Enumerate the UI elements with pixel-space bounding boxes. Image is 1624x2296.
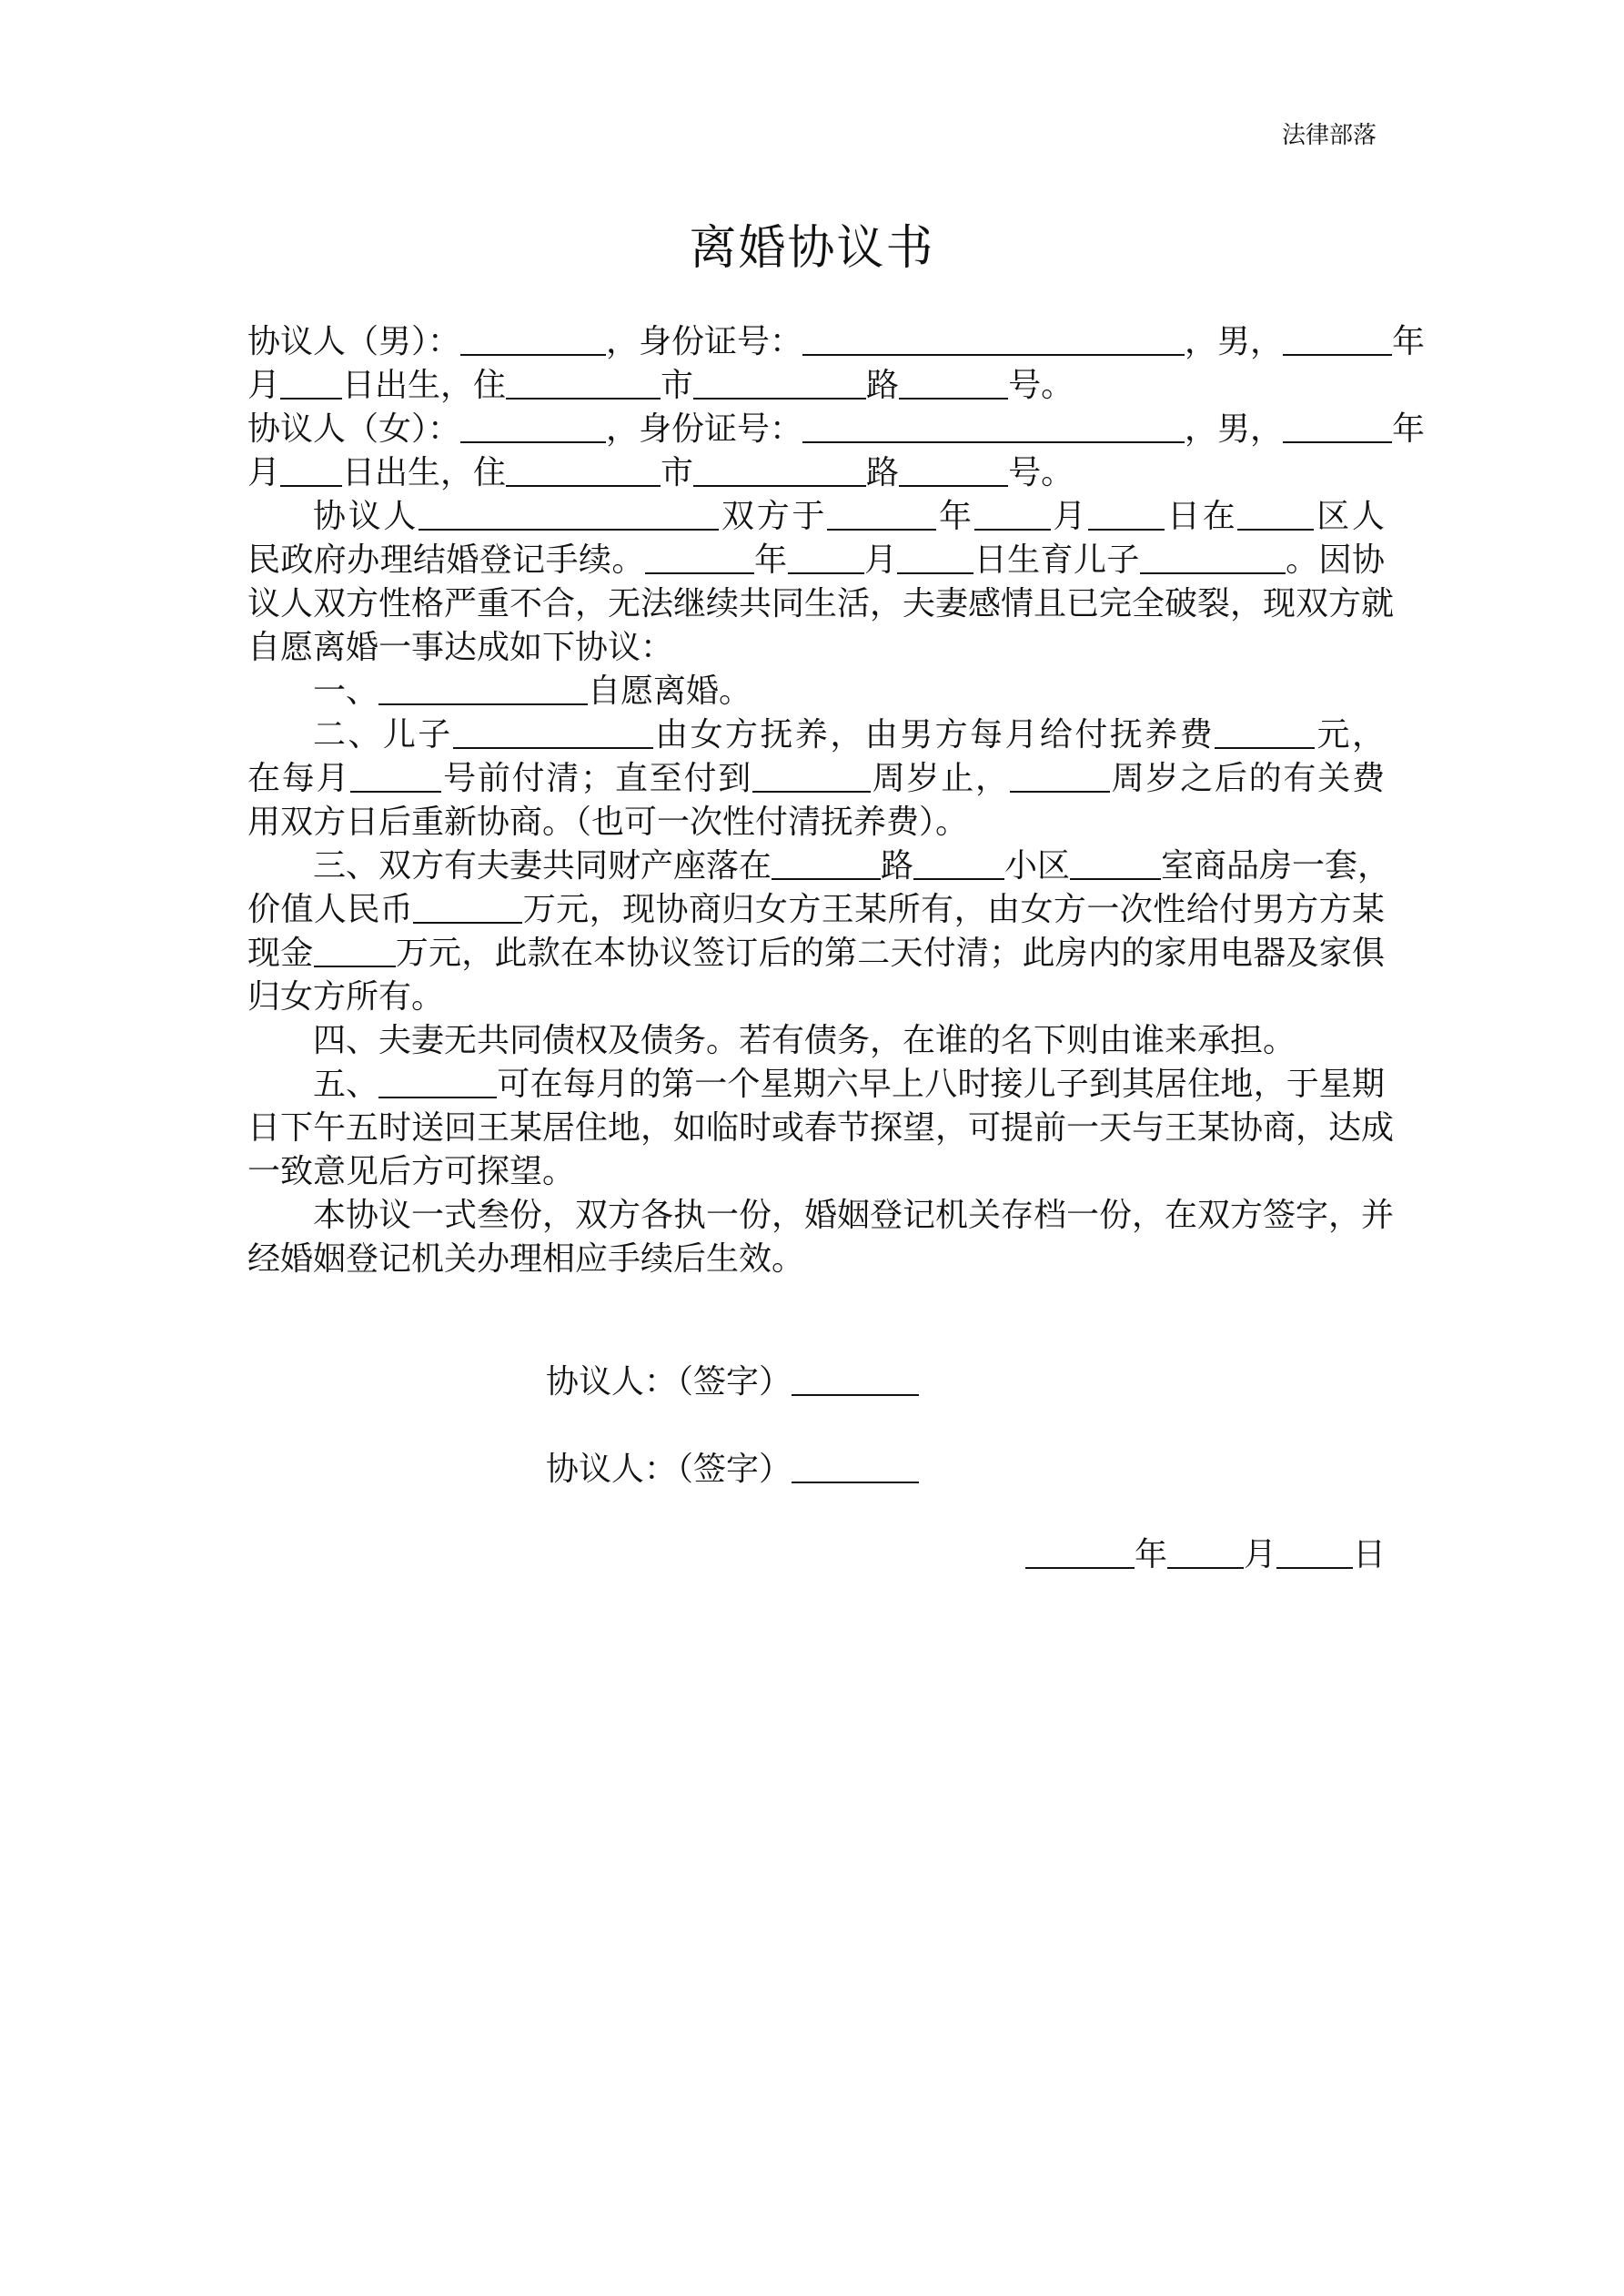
label: 万元，此款在本协议签订后的第二天付清；此房内的家用电器及家俱 — [395, 935, 1385, 972]
label: 三、双方有夫妻共同财产座落在 — [313, 847, 772, 885]
intro-line-4: 自愿离婚一事达成如下协议： — [247, 629, 674, 666]
blank-female-name[interactable] — [460, 410, 606, 443]
label: 月 — [1243, 1536, 1276, 1573]
female-party-line-2 — [247, 451, 1385, 495]
blank-property-road[interactable] — [772, 847, 881, 880]
label: 现金 — [247, 935, 314, 972]
clause-5-line-3: 一致意见后方可探望。 — [247, 1153, 576, 1190]
blank-female-road[interactable] — [693, 454, 866, 487]
clause-3-line-2 — [247, 888, 1385, 932]
blank-male-birth-month[interactable] — [280, 367, 342, 400]
blank-female-birth-month[interactable] — [280, 454, 342, 487]
label: ，男， — [1185, 323, 1284, 360]
blank-date-month[interactable] — [1167, 1536, 1244, 1569]
label: 日在 — [1165, 498, 1238, 535]
blank-parties-names[interactable] — [419, 498, 719, 531]
label: 年 — [1392, 410, 1426, 448]
blank-age-after[interactable] — [1010, 760, 1110, 793]
intro-line-3: 议人双方性格严重不合，无法继续共同生活，夫妻感情且已完全破裂，现双方就 — [247, 585, 1395, 622]
label: 号前付清；直至付到 — [441, 760, 752, 797]
blank-property-complex[interactable] — [913, 847, 1004, 880]
agreement-body — [247, 320, 1426, 1281]
label: 年 — [753, 541, 788, 579]
label: 周岁之后的有关费 — [1109, 760, 1385, 797]
blank-male-city[interactable] — [506, 367, 661, 400]
label: 五、 — [313, 1066, 379, 1103]
source-tag: 法律部落 — [1281, 122, 1377, 149]
label: ，男， — [1185, 410, 1284, 448]
blank-cash-amount[interactable] — [314, 935, 396, 967]
label: 年 — [1134, 1536, 1167, 1573]
blank-female-birth-year[interactable] — [1283, 410, 1392, 443]
signature-label: 协议人：（签字） — [546, 1363, 792, 1401]
label: 年 — [1392, 323, 1426, 360]
clause-2-line-1 — [247, 713, 1385, 757]
label: 二、儿子 — [313, 716, 453, 754]
label: 月 — [247, 454, 281, 491]
label: 路 — [866, 367, 900, 404]
intro-line-1 — [247, 495, 1385, 539]
label: 小区 — [1004, 847, 1071, 885]
clause-1 — [247, 670, 1385, 713]
label: 在每月 — [247, 760, 351, 797]
label: 元， — [1315, 716, 1385, 754]
blank-male-id[interactable] — [802, 323, 1185, 356]
signature-2-field[interactable] — [792, 1451, 919, 1483]
clause-3-line-1 — [247, 845, 1391, 888]
clause-4: 四、夫妻无共同债权及债务。若有债务，在谁的名下则由谁来承担。 — [313, 1022, 1296, 1059]
label: 价值人民币 — [247, 891, 414, 928]
label: 月 — [1050, 498, 1089, 535]
blank-support-amount[interactable] — [1215, 716, 1315, 749]
blank-property-room[interactable] — [1070, 847, 1161, 880]
blank-date-year[interactable] — [1025, 1536, 1135, 1569]
document-title: 离婚协议书 — [689, 221, 935, 276]
label: 日 — [1352, 1536, 1386, 1573]
signature-2 — [546, 1443, 919, 1490]
blank-female-city[interactable] — [506, 454, 661, 487]
label: 号。 — [1008, 367, 1074, 404]
label: 月 — [247, 367, 281, 404]
blank-female-number[interactable] — [899, 454, 1008, 487]
blank-male-number[interactable] — [899, 367, 1008, 400]
signature-1 — [546, 1356, 919, 1402]
signature-label: 协议人：（签字） — [546, 1451, 792, 1488]
label: 日生育儿子 — [973, 541, 1140, 579]
blank-date-day[interactable] — [1276, 1536, 1353, 1569]
label: 协议人（女）： — [247, 410, 461, 448]
label: ，身份证号： — [606, 410, 803, 448]
label: 市 — [661, 367, 694, 404]
label: 年 — [936, 498, 974, 535]
label: 日出生，住 — [342, 454, 507, 491]
clause-5-line-1 — [247, 1063, 1385, 1107]
label: 自愿离婚。 — [588, 673, 752, 710]
blank-payment-day[interactable] — [350, 760, 441, 793]
label: 号。 — [1008, 454, 1074, 491]
blank-marriage-year[interactable] — [827, 498, 936, 531]
blank-son-name-2[interactable] — [453, 716, 653, 749]
blank-age-limit[interactable] — [752, 760, 871, 793]
blank-district[interactable] — [1237, 498, 1314, 531]
label: 协议人 — [313, 498, 419, 535]
blank-male-road[interactable] — [693, 367, 866, 400]
blank-marriage-month[interactable] — [974, 498, 1051, 531]
label: ，身份证号： — [606, 323, 803, 360]
blank-visiting-party[interactable] — [378, 1066, 497, 1098]
label: 周岁止， — [870, 760, 1010, 797]
blank-clause1-names[interactable] — [378, 673, 588, 705]
blank-marriage-day[interactable] — [1088, 498, 1165, 531]
male-party-line-2 — [247, 364, 1385, 408]
clause-5-line-2: 日下午五时送回王某居住地，如临时或春节探望，可提前一天与王某协商，达成 — [247, 1109, 1395, 1147]
blank-male-birth-year[interactable] — [1283, 323, 1392, 356]
female-party-line-1 — [247, 408, 1426, 451]
label: 协议人（男）： — [247, 323, 461, 360]
blank-son-birth-day[interactable] — [897, 541, 973, 574]
blank-son-birth-month[interactable] — [788, 541, 864, 574]
blank-son-name[interactable] — [1140, 541, 1286, 574]
clause-3-line-3 — [247, 932, 1385, 976]
label: 日出生，住 — [342, 367, 507, 404]
signature-1-field[interactable] — [792, 1363, 919, 1396]
blank-son-birth-year[interactable] — [645, 541, 754, 574]
label: 由女方抚养，由男方每月给付抚养费 — [652, 716, 1215, 754]
male-party-line-1 — [247, 320, 1426, 364]
blank-female-id[interactable] — [802, 410, 1185, 443]
closing-line-1: 本协议一式叁份，双方各执一份，婚姻登记机关存档一份，在双方签字，并 — [313, 1197, 1395, 1234]
label: 室商品房一套， — [1161, 847, 1391, 885]
intro-line-2 — [247, 539, 1385, 582]
clause-3-line-4: 归女方所有。 — [247, 978, 445, 1016]
date-line — [1025, 1529, 1386, 1575]
label: 可在每月的第一个星期六早上八时接儿子到其居住地，于星期 — [497, 1066, 1385, 1103]
label: 路 — [866, 454, 900, 491]
label: 。因协 — [1285, 541, 1385, 579]
label: 区人 — [1314, 498, 1385, 535]
label: 万元，现协商归女方王某所有，由女方一次性给付男方方某 — [522, 891, 1385, 928]
clause-2-line-2 — [247, 757, 1385, 801]
label: 双方于 — [719, 498, 828, 535]
closing-line-2: 经婚姻登记机关办理相应手续后生效。 — [247, 1240, 805, 1278]
clause-2-line-3: 用双方日后重新协商。（也可一次性付清抚养费）。 — [247, 804, 969, 841]
label: 一、 — [313, 673, 379, 710]
label: 民政府办理结婚登记手续。 — [247, 541, 645, 579]
blank-male-name[interactable] — [460, 323, 606, 356]
label: 月 — [863, 541, 898, 579]
label: 市 — [661, 454, 694, 491]
blank-property-value[interactable] — [413, 891, 522, 924]
label: 路 — [881, 847, 914, 885]
